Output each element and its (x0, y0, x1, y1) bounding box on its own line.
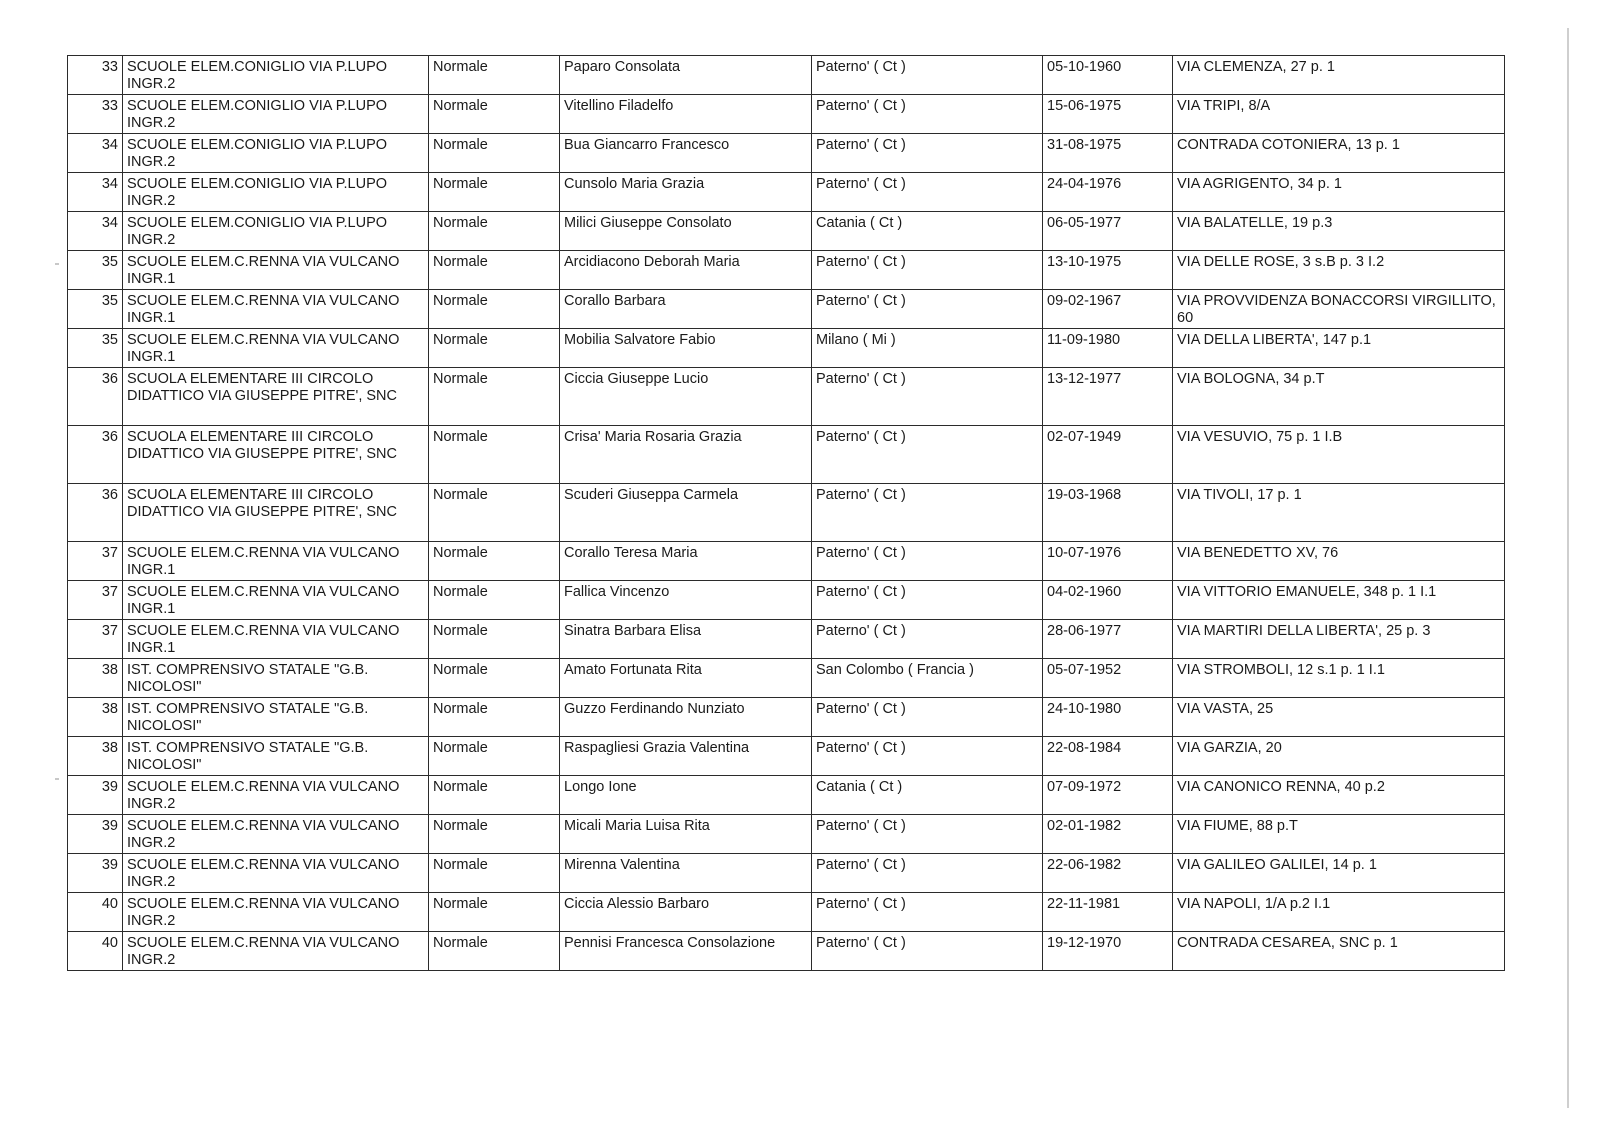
birthplace-cell: Paterno' ( Ct ) (812, 368, 1043, 426)
type-cell: Normale (429, 542, 560, 581)
birthplace-cell: Paterno' ( Ct ) (812, 426, 1043, 484)
birth-date-cell: 10-07-1976 (1043, 542, 1173, 581)
table-row (68, 776, 1505, 815)
section-number-cell: 39 (68, 854, 123, 893)
birthplace-cell: Catania ( Ct ) (812, 212, 1043, 251)
type-cell: Normale (429, 56, 560, 95)
birthplace-cell: Paterno' ( Ct ) (812, 56, 1043, 95)
address-cell: VIA NAPOLI, 1/A p.2 I.1 (1173, 893, 1505, 932)
school-cell: SCUOLE ELEM.C.RENNA VIA VULCANO INGR.1 (123, 329, 429, 368)
person-name-cell: Mirenna Valentina (560, 854, 812, 893)
address-cell: VIA BENEDETTO XV, 76 (1173, 542, 1505, 581)
birth-date-cell: 22-08-1984 (1043, 737, 1173, 776)
section-number-cell: 37 (68, 581, 123, 620)
address-cell: VIA CANONICO RENNA, 40 p.2 (1173, 776, 1505, 815)
school-cell: SCUOLA ELEMENTARE III CIRCOLO DIDATTICO VIA GIUSEPPE PITRE', SNC (123, 426, 429, 484)
address-cell: VIA TRIPI, 8/A (1173, 95, 1505, 134)
school-cell: SCUOLE ELEM.C.RENNA VIA VULCANO INGR.1 (123, 542, 429, 581)
birth-date-cell: 24-04-1976 (1043, 173, 1173, 212)
type-cell: Normale (429, 484, 560, 542)
birth-date-cell: 11-09-1980 (1043, 329, 1173, 368)
birthplace-cell: Paterno' ( Ct ) (812, 815, 1043, 854)
person-name-cell: Guzzo Ferdinando Nunziato (560, 698, 812, 737)
type-cell: Normale (429, 426, 560, 484)
table-row (68, 542, 1505, 581)
birth-date-cell: 28-06-1977 (1043, 620, 1173, 659)
address-cell: VIA DELLE ROSE, 3 s.B p. 3 I.2 (1173, 251, 1505, 290)
person-name-cell: Scuderi Giuseppa Carmela (560, 484, 812, 542)
table-row (68, 932, 1505, 971)
birthplace-cell: Paterno' ( Ct ) (812, 542, 1043, 581)
school-cell: SCUOLE ELEM.C.RENNA VIA VULCANO INGR.2 (123, 932, 429, 971)
address-cell: VIA AGRIGENTO, 34 p. 1 (1173, 173, 1505, 212)
school-cell: IST. COMPRENSIVO STATALE "G.B. NICOLOSI" (123, 698, 429, 737)
type-cell: Normale (429, 581, 560, 620)
section-number-cell: 40 (68, 932, 123, 971)
birthplace-cell: San Colombo ( Francia ) (812, 659, 1043, 698)
birthplace-cell: Milano ( Mi ) (812, 329, 1043, 368)
section-number-cell: 36 (68, 426, 123, 484)
person-name-cell: Amato Fortunata Rita (560, 659, 812, 698)
birth-date-cell: 02-01-1982 (1043, 815, 1173, 854)
type-cell: Normale (429, 932, 560, 971)
register-body (68, 56, 1505, 971)
table-row (68, 854, 1505, 893)
section-number-cell: 33 (68, 56, 123, 95)
table-row (68, 893, 1505, 932)
section-number-cell: 37 (68, 620, 123, 659)
type-cell: Normale (429, 893, 560, 932)
school-cell: IST. COMPRENSIVO STATALE "G.B. NICOLOSI" (123, 737, 429, 776)
birth-date-cell: 13-12-1977 (1043, 368, 1173, 426)
school-cell: SCUOLE ELEM.CONIGLIO VIA P.LUPO INGR.2 (123, 173, 429, 212)
table-row (68, 173, 1505, 212)
address-cell: VIA MARTIRI DELLA LIBERTA', 25 p. 3 (1173, 620, 1505, 659)
table-row (68, 134, 1505, 173)
birth-date-cell: 09-02-1967 (1043, 290, 1173, 329)
school-cell: SCUOLA ELEMENTARE III CIRCOLO DIDATTICO VIA GIUSEPPE PITRE', SNC (123, 368, 429, 426)
address-cell: VIA BOLOGNA, 34 p.T (1173, 368, 1505, 426)
birth-date-cell: 13-10-1975 (1043, 251, 1173, 290)
section-number-cell: 34 (68, 212, 123, 251)
table-row (68, 620, 1505, 659)
school-cell: SCUOLE ELEM.C.RENNA VIA VULCANO INGR.2 (123, 893, 429, 932)
birth-date-cell: 07-09-1972 (1043, 776, 1173, 815)
person-name-cell: Bua Giancarro Francesco (560, 134, 812, 173)
margin-mark (55, 263, 59, 265)
person-name-cell: Mobilia Salvatore Fabio (560, 329, 812, 368)
person-name-cell: Pennisi Francesca Consolazione (560, 932, 812, 971)
type-cell: Normale (429, 698, 560, 737)
table-row (68, 581, 1505, 620)
birthplace-cell: Paterno' ( Ct ) (812, 134, 1043, 173)
section-number-cell: 38 (68, 737, 123, 776)
birthplace-cell: Paterno' ( Ct ) (812, 581, 1043, 620)
birthplace-cell: Paterno' ( Ct ) (812, 95, 1043, 134)
school-cell: SCUOLE ELEM.C.RENNA VIA VULCANO INGR.1 (123, 251, 429, 290)
section-number-cell: 40 (68, 893, 123, 932)
address-cell: VIA FIUME, 88 p.T (1173, 815, 1505, 854)
address-cell: CONTRADA COTONIERA, 13 p. 1 (1173, 134, 1505, 173)
address-cell: VIA CLEMENZA, 27 p. 1 (1173, 56, 1505, 95)
birthplace-cell: Paterno' ( Ct ) (812, 893, 1043, 932)
school-cell: SCUOLE ELEM.C.RENNA VIA VULCANO INGR.1 (123, 620, 429, 659)
margin-mark (55, 778, 59, 780)
person-name-cell: Milici Giuseppe Consolato (560, 212, 812, 251)
type-cell: Normale (429, 329, 560, 368)
birthplace-cell: Paterno' ( Ct ) (812, 484, 1043, 542)
person-name-cell: Ciccia Giuseppe Lucio (560, 368, 812, 426)
type-cell: Normale (429, 290, 560, 329)
birthplace-cell: Catania ( Ct ) (812, 776, 1043, 815)
person-name-cell: Longo Ione (560, 776, 812, 815)
table-row (68, 95, 1505, 134)
birthplace-cell: Paterno' ( Ct ) (812, 173, 1043, 212)
person-name-cell: Sinatra Barbara Elisa (560, 620, 812, 659)
type-cell: Normale (429, 737, 560, 776)
type-cell: Normale (429, 620, 560, 659)
school-cell: SCUOLA ELEMENTARE III CIRCOLO DIDATTICO VIA GIUSEPPE PITRE', SNC (123, 484, 429, 542)
birthplace-cell: Paterno' ( Ct ) (812, 932, 1043, 971)
person-name-cell: Ciccia Alessio Barbaro (560, 893, 812, 932)
school-cell: SCUOLE ELEM.CONIGLIO VIA P.LUPO INGR.2 (123, 134, 429, 173)
person-name-cell: Crisa' Maria Rosaria Grazia (560, 426, 812, 484)
section-number-cell: 39 (68, 776, 123, 815)
type-cell: Normale (429, 854, 560, 893)
register-table (67, 55, 1505, 971)
table-row (68, 368, 1505, 426)
address-cell: VIA VESUVIO, 75 p. 1 I.B (1173, 426, 1505, 484)
table-row (68, 212, 1505, 251)
type-cell: Normale (429, 815, 560, 854)
table-row (68, 329, 1505, 368)
section-number-cell: 37 (68, 542, 123, 581)
section-number-cell: 38 (68, 659, 123, 698)
birth-date-cell: 06-05-1977 (1043, 212, 1173, 251)
birthplace-cell: Paterno' ( Ct ) (812, 854, 1043, 893)
address-cell: VIA GALILEO GALILEI, 14 p. 1 (1173, 854, 1505, 893)
address-cell: VIA DELLA LIBERTA', 147 p.1 (1173, 329, 1505, 368)
school-cell: SCUOLE ELEM.C.RENNA VIA VULCANO INGR.2 (123, 776, 429, 815)
section-number-cell: 35 (68, 251, 123, 290)
address-cell: VIA BALATELLE, 19 p.3 (1173, 212, 1505, 251)
section-number-cell: 39 (68, 815, 123, 854)
person-name-cell: Paparo Consolata (560, 56, 812, 95)
type-cell: Normale (429, 173, 560, 212)
school-cell: SCUOLE ELEM.C.RENNA VIA VULCANO INGR.1 (123, 290, 429, 329)
birth-date-cell: 05-10-1960 (1043, 56, 1173, 95)
birthplace-cell: Paterno' ( Ct ) (812, 251, 1043, 290)
birth-date-cell: 15-06-1975 (1043, 95, 1173, 134)
address-cell: VIA PROVVIDENZA BONACCORSI VIRGILLITO, 60 (1173, 290, 1505, 329)
type-cell: Normale (429, 659, 560, 698)
birth-date-cell: 24-10-1980 (1043, 698, 1173, 737)
address-cell: VIA GARZIA, 20 (1173, 737, 1505, 776)
birth-date-cell: 02-07-1949 (1043, 426, 1173, 484)
birthplace-cell: Paterno' ( Ct ) (812, 620, 1043, 659)
table-row (68, 484, 1505, 542)
school-cell: SCUOLE ELEM.CONIGLIO VIA P.LUPO INGR.2 (123, 95, 429, 134)
address-cell: VIA VITTORIO EMANUELE, 348 p. 1 I.1 (1173, 581, 1505, 620)
birth-date-cell: 05-07-1952 (1043, 659, 1173, 698)
type-cell: Normale (429, 95, 560, 134)
birth-date-cell: 19-12-1970 (1043, 932, 1173, 971)
page-edge-line (1567, 28, 1569, 1108)
section-number-cell: 38 (68, 698, 123, 737)
school-cell: SCUOLE ELEM.CONIGLIO VIA P.LUPO INGR.2 (123, 212, 429, 251)
section-number-cell: 35 (68, 290, 123, 329)
birth-date-cell: 22-11-1981 (1043, 893, 1173, 932)
section-number-cell: 36 (68, 484, 123, 542)
table-row (68, 56, 1505, 95)
type-cell: Normale (429, 776, 560, 815)
birth-date-cell: 22-06-1982 (1043, 854, 1173, 893)
person-name-cell: Micali Maria Luisa Rita (560, 815, 812, 854)
table-row (68, 290, 1505, 329)
section-number-cell: 34 (68, 134, 123, 173)
table-row (68, 251, 1505, 290)
school-cell: SCUOLE ELEM.C.RENNA VIA VULCANO INGR.1 (123, 581, 429, 620)
table-row (68, 426, 1505, 484)
section-number-cell: 34 (68, 173, 123, 212)
address-cell: VIA VASTA, 25 (1173, 698, 1505, 737)
section-number-cell: 35 (68, 329, 123, 368)
address-cell: VIA TIVOLI, 17 p. 1 (1173, 484, 1505, 542)
person-name-cell: Raspagliesi Grazia Valentina (560, 737, 812, 776)
person-name-cell: Corallo Teresa Maria (560, 542, 812, 581)
school-cell: IST. COMPRENSIVO STATALE "G.B. NICOLOSI" (123, 659, 429, 698)
address-cell: CONTRADA CESAREA, SNC p. 1 (1173, 932, 1505, 971)
person-name-cell: Cunsolo Maria Grazia (560, 173, 812, 212)
birth-date-cell: 31-08-1975 (1043, 134, 1173, 173)
school-cell: SCUOLE ELEM.CONIGLIO VIA P.LUPO INGR.2 (123, 56, 429, 95)
person-name-cell: Corallo Barbara (560, 290, 812, 329)
type-cell: Normale (429, 368, 560, 426)
address-cell: VIA STROMBOLI, 12 s.1 p. 1 I.1 (1173, 659, 1505, 698)
person-name-cell: Arcidiacono Deborah Maria (560, 251, 812, 290)
person-name-cell: Fallica Vincenzo (560, 581, 812, 620)
table-row (68, 659, 1505, 698)
table-row (68, 815, 1505, 854)
type-cell: Normale (429, 134, 560, 173)
table-row (68, 737, 1505, 776)
birthplace-cell: Paterno' ( Ct ) (812, 290, 1043, 329)
type-cell: Normale (429, 251, 560, 290)
table-row (68, 698, 1505, 737)
birth-date-cell: 04-02-1960 (1043, 581, 1173, 620)
birthplace-cell: Paterno' ( Ct ) (812, 737, 1043, 776)
section-number-cell: 36 (68, 368, 123, 426)
section-number-cell: 33 (68, 95, 123, 134)
school-cell: SCUOLE ELEM.C.RENNA VIA VULCANO INGR.2 (123, 854, 429, 893)
birthplace-cell: Paterno' ( Ct ) (812, 698, 1043, 737)
person-name-cell: Vitellino Filadelfo (560, 95, 812, 134)
type-cell: Normale (429, 212, 560, 251)
birth-date-cell: 19-03-1968 (1043, 484, 1173, 542)
school-cell: SCUOLE ELEM.C.RENNA VIA VULCANO INGR.2 (123, 815, 429, 854)
